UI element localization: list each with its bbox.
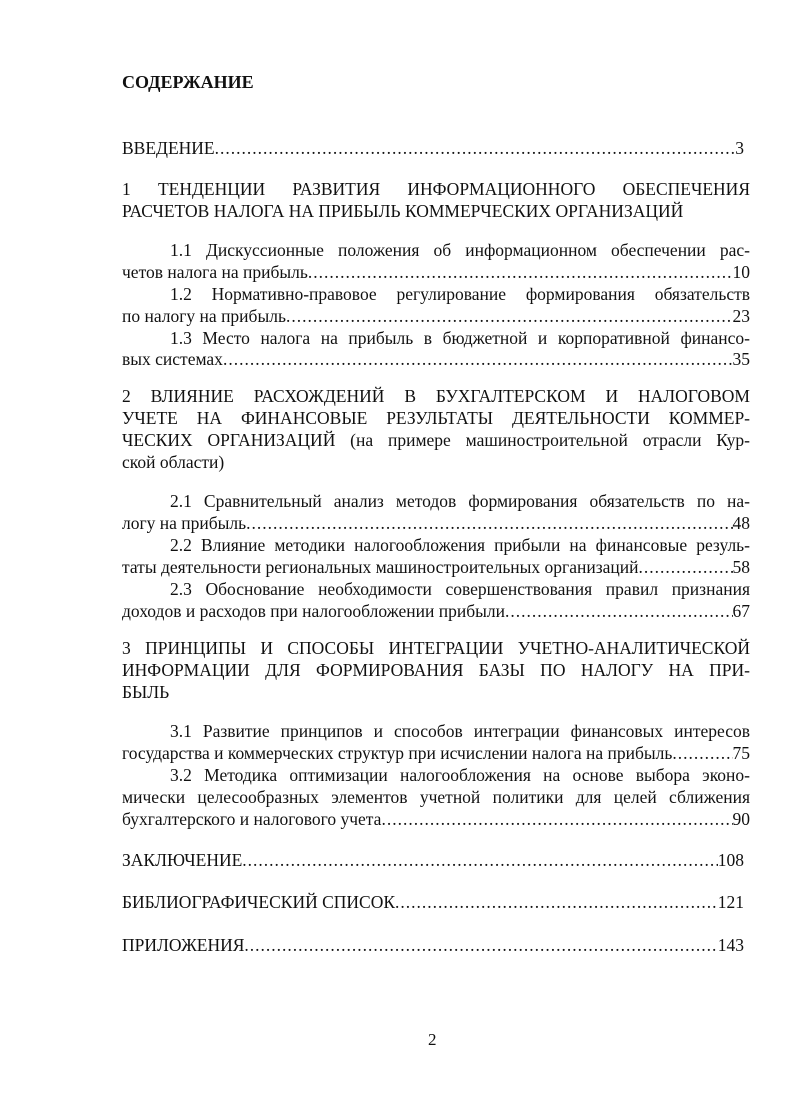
toc-entry-line bbox=[122, 137, 744, 159]
toc-entry-line: 1.2 Нормативно-правовое регулирование формирования обязательств bbox=[170, 284, 750, 304]
toc-entry-line: 1.3 Место налога на прибыль в бюджетной и корпоративной финансо- bbox=[170, 328, 750, 348]
toc-page-number: 67 bbox=[732, 601, 750, 621]
toc-page-number: 35 bbox=[732, 349, 750, 369]
toc-page-number: 10 bbox=[732, 262, 750, 282]
toc-entry-title: БИБЛИОГРАФИЧЕСКИЙ СПИСОК bbox=[122, 892, 396, 912]
toc-page-number: 48 bbox=[732, 513, 750, 533]
toc-page-number: 90 bbox=[732, 809, 750, 829]
toc-entry-line bbox=[122, 305, 750, 327]
dot-leader bbox=[381, 808, 732, 830]
toc-entry-line bbox=[122, 808, 750, 830]
dot-leader bbox=[246, 512, 732, 534]
toc-entry-title: логу на прибыль bbox=[122, 513, 247, 533]
toc-page-number: 23 bbox=[732, 306, 750, 326]
dot-leader bbox=[505, 600, 733, 622]
toc-entry-line bbox=[122, 512, 750, 534]
toc-entry-title: ВВЕДЕНИЕ bbox=[122, 138, 215, 158]
toc-entry-line bbox=[122, 600, 750, 622]
toc-page-number: 143 bbox=[717, 935, 744, 955]
toc-entry-line bbox=[122, 261, 750, 283]
toc-entry-line bbox=[122, 742, 750, 764]
toc-entry-title: таты деятельности региональных машиностроительных организаций bbox=[122, 557, 639, 577]
toc-page-number: 58 bbox=[732, 557, 750, 577]
toc-entry-line: 2.1 Сравнительный анализ методов формирования обязательств по на- bbox=[170, 491, 750, 511]
toc-entry-line: мически целесообразных элементов учетной политики для целей сближения bbox=[122, 787, 750, 807]
toc-chapter-line: УЧЕТЕ НА ФИНАНСОВЫЕ РЕЗУЛЬТАТЫ ДЕЯТЕЛЬНОСТИ КОММЕР- bbox=[122, 408, 750, 428]
toc-entry-title: ЗАКЛЮЧЕНИЕ bbox=[122, 850, 243, 870]
toc-page-number: 3 bbox=[735, 138, 744, 158]
page-number: 2 bbox=[428, 1030, 437, 1049]
toc-entry-line bbox=[122, 934, 744, 956]
page-title: СОДЕРЖАНИЕ bbox=[122, 72, 254, 92]
toc-chapter-line: 1 ТЕНДЕНЦИИ РАЗВИТИЯ ИНФОРМАЦИОННОГО ОБЕСПЕЧЕНИЯ bbox=[122, 179, 750, 199]
toc-entry-title: по налогу на прибыль bbox=[122, 306, 286, 326]
toc-chapter-line: 2 ВЛИЯНИЕ РАСХОЖДЕНИЙ В БУХГАЛТЕРСКОМ И НАЛОГОВОМ bbox=[122, 386, 750, 406]
toc-entry-line: 3.1 Развитие принципов и способов интеграции финансовых интересов bbox=[170, 721, 750, 741]
toc-page-number: 121 bbox=[717, 892, 744, 912]
dot-leader bbox=[244, 934, 717, 956]
toc-entry-title: государства и коммерческих структур при исчислении налога на прибыль bbox=[122, 743, 673, 763]
toc-entry-line bbox=[122, 891, 744, 913]
toc-entry-line bbox=[122, 348, 750, 370]
dot-leader bbox=[215, 137, 736, 159]
dot-leader bbox=[286, 305, 733, 327]
dot-leader bbox=[308, 261, 733, 283]
toc-page-number: 75 bbox=[732, 743, 750, 763]
toc-entry-line: 2.2 Влияние методики налогообложения прибыли на финансовые резуль- bbox=[170, 535, 750, 555]
dot-leader bbox=[672, 742, 732, 764]
toc-entry-line bbox=[122, 556, 750, 578]
toc-entry-title: доходов и расходов при налогообложении прибыли bbox=[122, 601, 505, 621]
toc-chapter-line: ской области) bbox=[122, 452, 225, 472]
dot-leader bbox=[242, 849, 717, 871]
dot-leader bbox=[395, 891, 718, 913]
toc-chapter-line: ИНФОРМАЦИИ ДЛЯ ФОРМИРОВАНИЯ БАЗЫ ПО НАЛОГУ НА ПРИ- bbox=[122, 660, 750, 680]
toc-entry-line: 3.2 Методика оптимизации налогообложения на основе выбора эконо- bbox=[170, 765, 750, 785]
toc-chapter-line: РАСЧЕТОВ НАЛОГА НА ПРИБЫЛЬ КОММЕРЧЕСКИХ ОРГАНИЗАЦИЙ bbox=[122, 201, 684, 221]
toc-entry-line: 2.3 Обоснование необходимости совершенствования правил признания bbox=[170, 579, 750, 599]
toc-chapter-line: ЧЕСКИХ ОРГАНИЗАЦИЙ (на примере машиностроительной отрасли Кур- bbox=[122, 430, 750, 450]
dot-leader bbox=[223, 348, 733, 370]
toc-entry-line bbox=[122, 849, 744, 871]
toc-entry-title: бухгалтерского и налогового учета bbox=[122, 809, 382, 829]
toc-page-number: 108 bbox=[717, 850, 744, 870]
toc-entry-title: вых системах bbox=[122, 349, 223, 369]
toc-entry-line: 1.1 Дискуссионные положения об информационном обеспечении рас- bbox=[170, 240, 750, 260]
dot-leader bbox=[639, 556, 733, 578]
toc-entry-title: четов налога на прибыль bbox=[122, 262, 308, 282]
toc-chapter-line: 3 ПРИНЦИПЫ И СПОСОБЫ ИНТЕГРАЦИИ УЧЕТНО-АНАЛИТИЧЕСКОЙ bbox=[122, 638, 750, 658]
toc-entry-title: ПРИЛОЖЕНИЯ bbox=[122, 935, 245, 955]
toc-chapter-line: БЫЛЬ bbox=[122, 682, 170, 702]
